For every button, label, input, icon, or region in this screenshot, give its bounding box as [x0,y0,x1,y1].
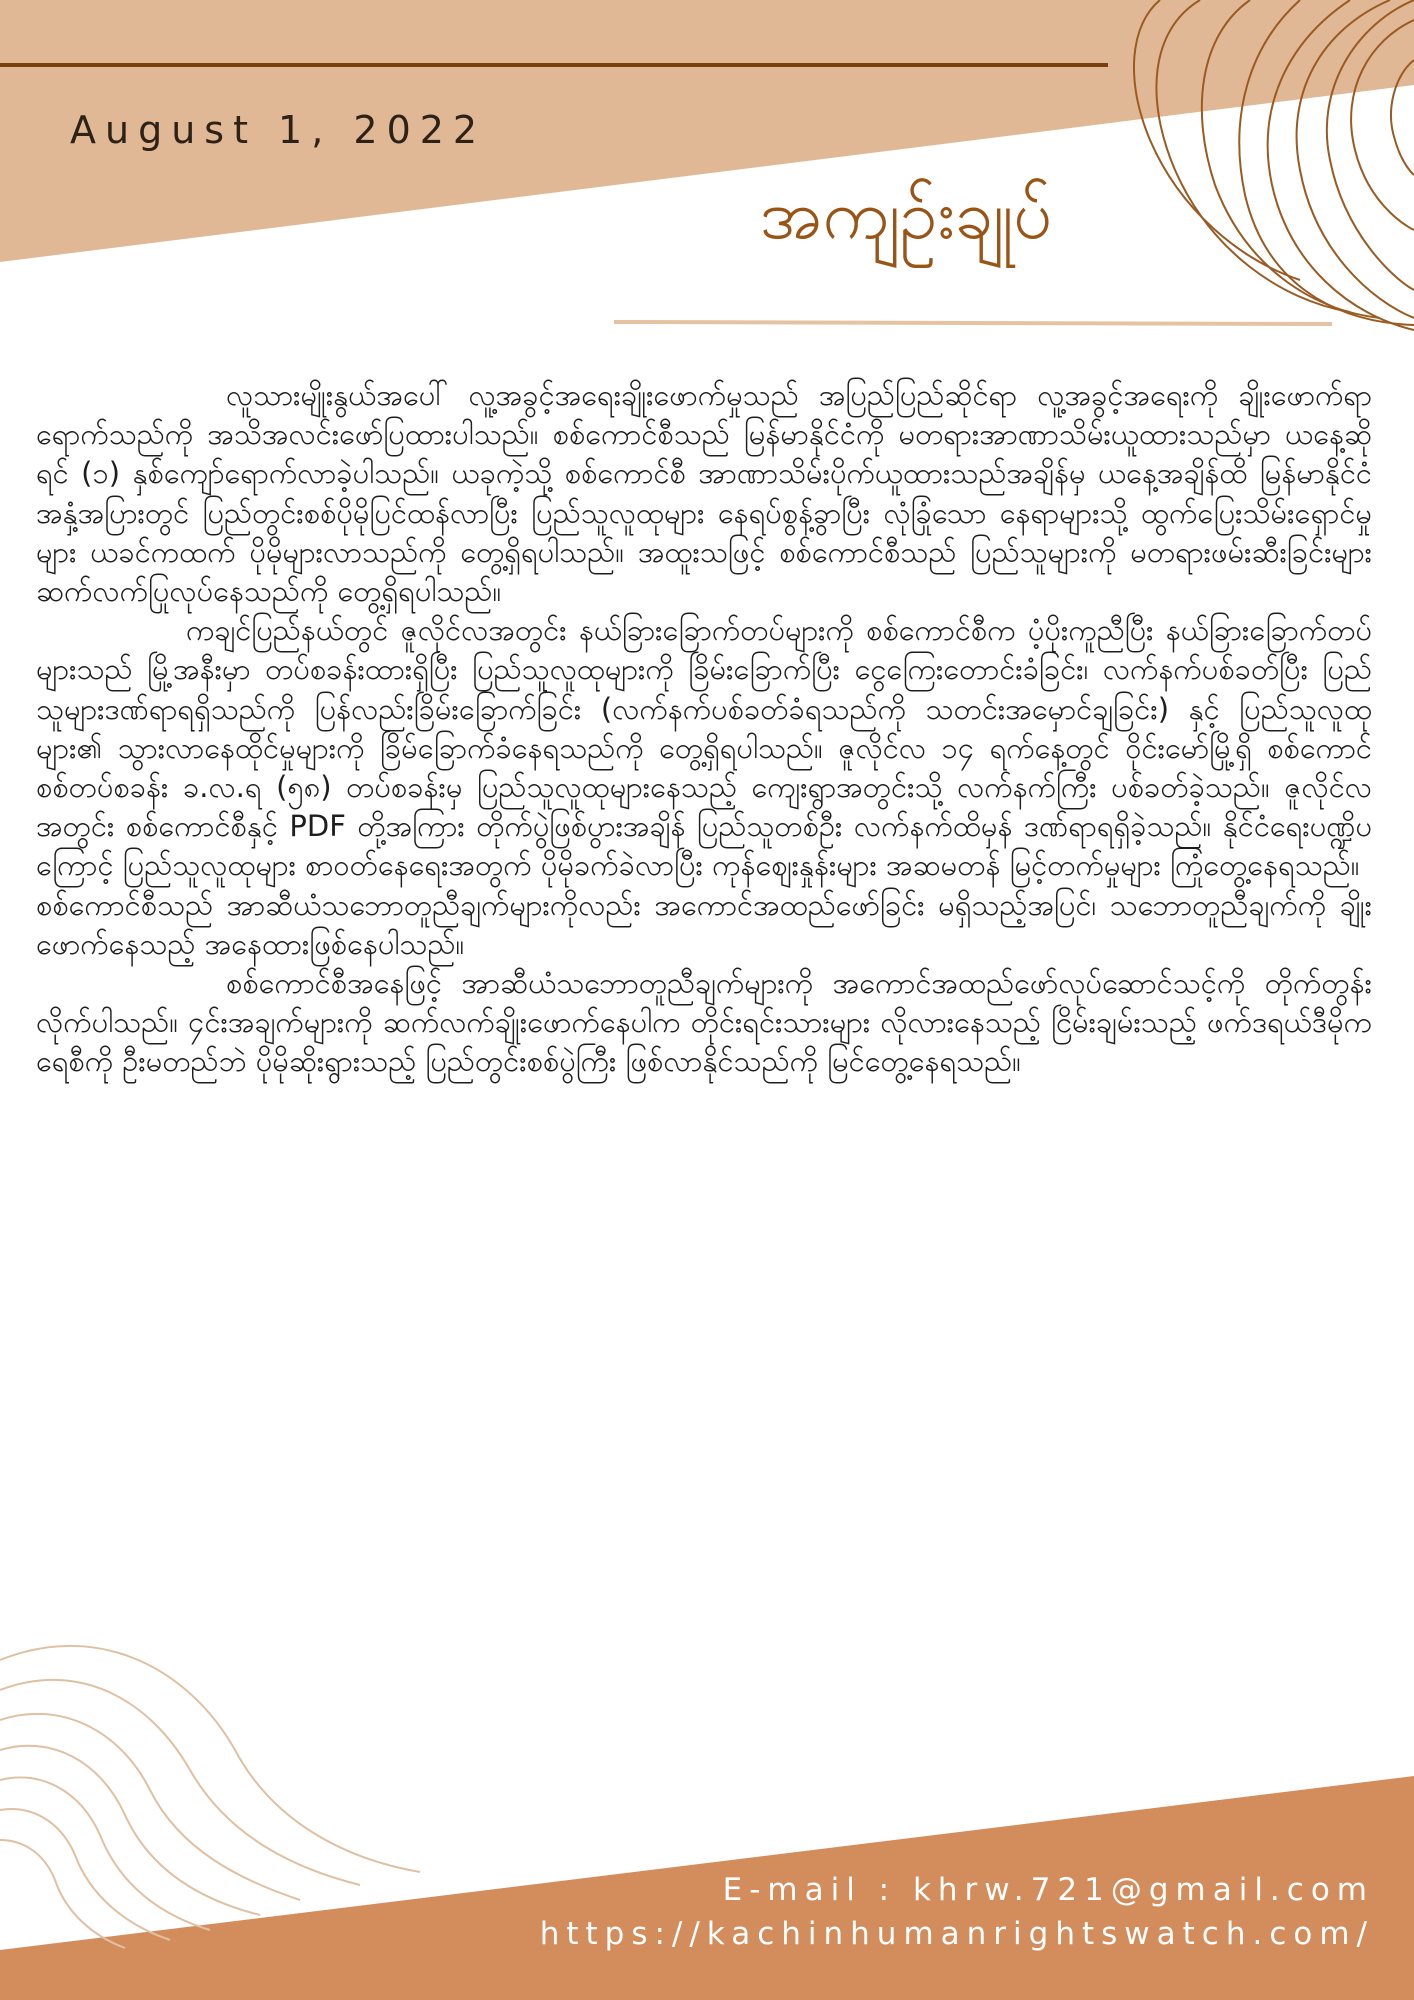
contour-lines-bottom-left [0,1646,420,1948]
paragraph-4: စစ်ကောင်စီအနေဖြင့် အာဆီယံသဘောတူညီချက်များကို အကောင်အထည်ဖော်လုပ်ဆောင်သင့်ကို တိုက်တွန်းလိုက်ပါသည်။ ၄င်းအချက်များကို ဆက်လက်ချိုးဖောက်နေပါက တိုင်းရင်းသားများ လိုလားနေသည့် ငြိမ်းချမ်းသည့် ဖက်ဒရယ်ဒီမိုကရေစီကို ဦးမတည်ဘဲ ပိုမိုဆိုးရွားသည့် ပြည်တွင်းစစ်ပွဲကြီး ဖြစ်လာနိုင်သည်ကို မြင်တွေ့နေရသည်။ [36,966,1372,1079]
summary-body [36,376,1372,1082]
website-link[interactable]: https://kachinhumanrightswatch.com/ [539,1916,1374,1952]
paragraph-2: ကချင်ပြည်နယ်တွင် ဇူလိုင်လအတွင်း နယ်ခြားခြောက်တပ်များကို စစ်ကောင်စီက ပံ့ပိုးကူညီပြီး နယ်ခြားခြောက်တပ်များသည် မြို့အနီးမှာ တပ်စခန်းထားရှိပြီး ပြည်သူလူထုများကို ခြိမ်းခြောက်ပြီး ငွေကြေးတောင်းခံခြင်း၊ လက်နက်ပစ်ခတ်ပြီး ပြည်သူများဒဏ်ရာရရှိသည်ကို ပြန်လည်းခြိမ်းခြောက်ခြင်း (လက်နက်ပစ်ခတ်ခံရသည်ကို သတင်းအမှောင်ချခြင်း) နှင့် ပြည်သူလူထုများ၏ သွားလာနေထိုင်မှုများကို ခြိမ်ခြောက်ခံနေရသည်ကို တွေ့ရှိရပါသည်။ ဇူလိုင်လ ၁၄ ရက်နေ့တွင် ဝိုင်းမော်မြို့ရှိ စစ်ကောင်စစ်တပ်စခန်း ခ.လ.ရ (၅၈) တပ်စခန်းမှ ပြည်သူလူထုများနေသည့် ကျေးရွာအတွင်းသို့ လက်နက်ကြီး ပစ်ခတ်ခဲ့သည်။ ဇူလိုင်လအတွင်း စစ်ကောင်စီနှင့် PDF တို့အကြား တိုက်ပွဲဖြစ်ပွားအချိန် ပြည်သူတစ်ဦး လက်နက်ထိမှန် ဒဏ်ရာရရှိခဲ့သည်။ နိုင်ငံရေးပဏ္ဍိပကြောင့် ပြည်သူလူထုများ စာဝတ်နေရေးအတွက် ပိုမိုခက်ခဲလာပြီး ကုန်ဈေးနှုန်းများ အဆမတန် မြင့်တက်မှုများ ကြုံတွေ့နေရသည်။ [36,613,1372,883]
issue-date: August 1, 2022 [70,108,487,152]
paragraph-1: လူသားမျိုးနွယ်အပေါ် လူ့အခွင့်အရေးချိုးဖောက်မှုသည် အပြည်ပြည်ဆိုင်ရာ လူ့အခွင့်အရေးကို ချိုးဖောက်ရာရောက်သည်ကို အသိအလင်းဖော်ပြထားပါသည်။ စစ်ကောင်စီသည် မြန်မာနိုင်ငံကို မတရားအာဏာသိမ်းယူထားသည်မှာ ယနေ့ဆိုရင် (၁) နှစ်ကျော်ရောက်လာခဲ့ပါသည်။ ယခုကဲ့သို့ စစ်ကောင်စီ အာဏာသိမ်းပိုက်ယူထားသည်အချိန်မှ ယနေ့အချိန်ထိ မြန်မာနိုင်ငံအနှံ့အပြားတွင် ပြည်တွင်းစစ်ပိုမိုပြင်ထန်လာပြီး ပြည်သူလူထုများ နေရပ်စွန့်ခွာပြီး လုံခြုံသော နေရာများသို့ ထွက်ပြေးသိမ်းရှောင်မှုများ ယခင်ကထက် ပိုမိုများလာသည်ကို တွေ့ရှိရပါသည်။ အထူးသဖြင့် စစ်ကောင်စီသည် ပြည်သူများကို မတရားဖမ်းဆီးခြင်းများ ဆက်လက်ပြုလုပ်နေသည်ကို တွေ့ရှိရပါသည်။ [36,378,1372,609]
page-title: အကျဉ်းချုပ် [760,176,1053,255]
title-underline [614,322,1332,324]
paragraph-3: စစ်ကောင်စီသည် အာဆီယံသဘောတူညီချက်များကိုလည်း အကောင်အထည်ဖော်ခြင်း မရှိသည့်အပြင်၊ သဘောတူညီချက်ကို ချိုးဖောက်နေသည့် အနေထားဖြစ်နေပါသည်။ [36,887,1372,961]
contact-email[interactable]: E-mail : khrw.721@gmail.com [722,1872,1374,1908]
